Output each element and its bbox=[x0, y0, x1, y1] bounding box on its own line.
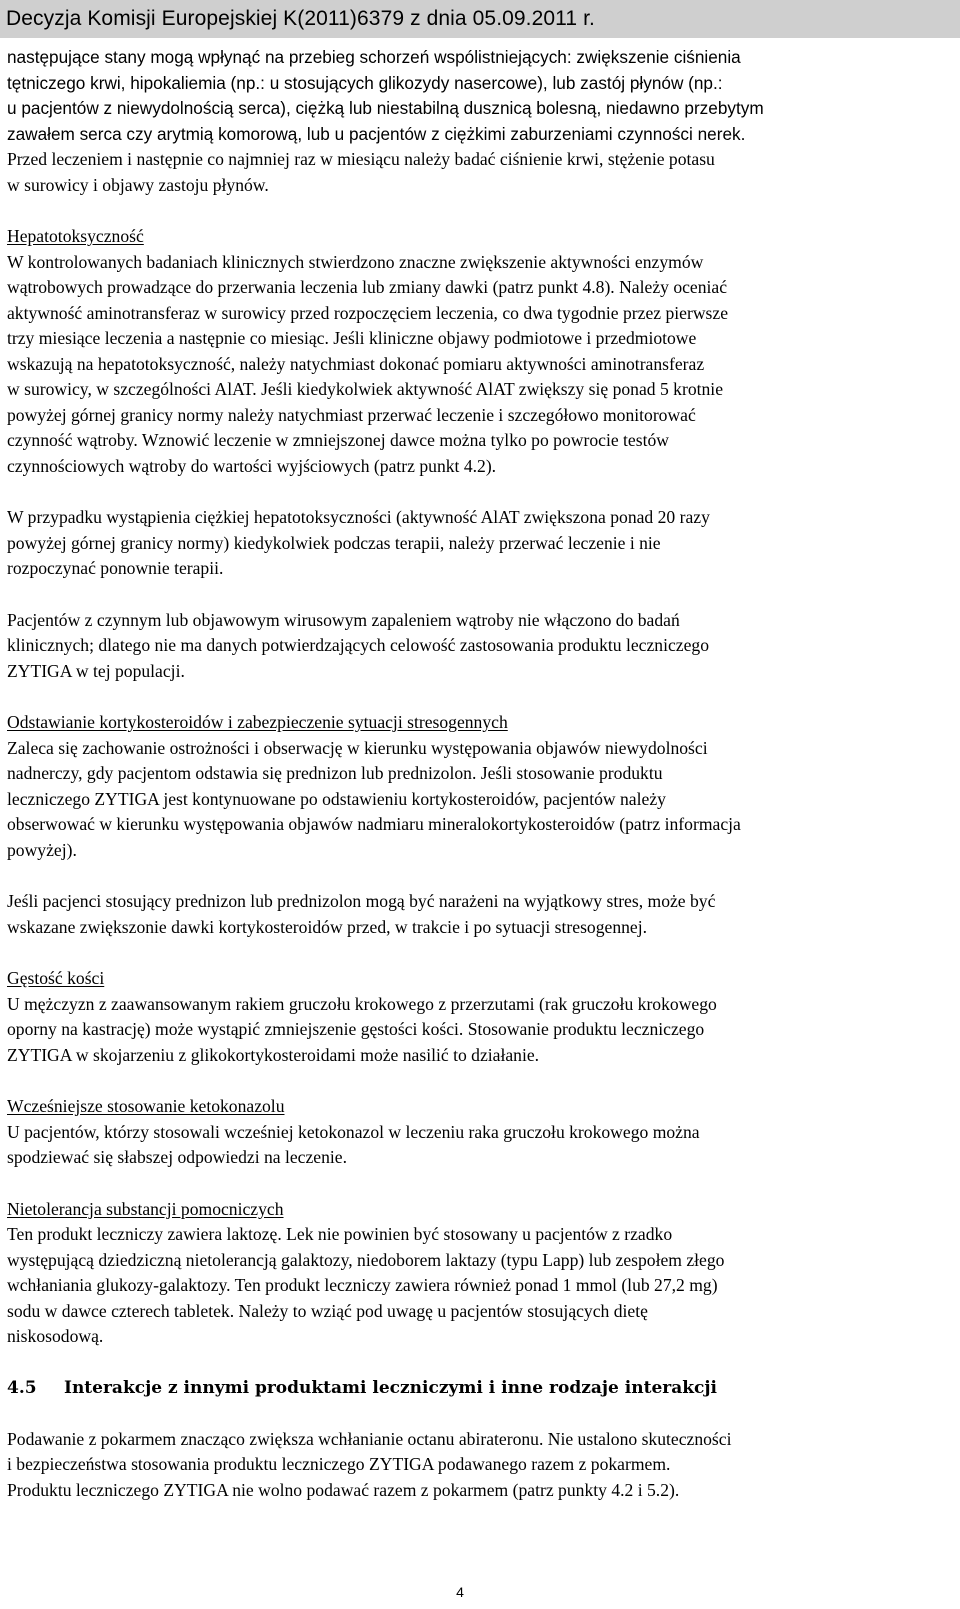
text-line: oporny na kastrację) może wystąpić zmniejszenie gęstości kości. Stosowanie produktu leczniczego bbox=[7, 1019, 705, 1039]
intro-paragraph bbox=[7, 45, 942, 198]
text-line: wchłaniania glukozy-galaktozy. Ten produkt leczniczy zawiera również ponad 1 mmol (lub 27,2 mg) bbox=[7, 1275, 718, 1295]
text-line: wątrobowych prowadzące do przerwania leczenia lub zmiany dawki (patrz punkt 4.8). Należy oceniać bbox=[7, 277, 728, 297]
text-line: i bezpieczeństwa stosowania produktu leczniczego ZYTIGA podawanego razem z pokarmem. bbox=[7, 1454, 671, 1474]
document-header bbox=[0, 0, 960, 38]
text-line: Pacjentów z czynnym lub objawowym wirusowym zapaleniem wątroby nie włączono do badań bbox=[7, 609, 680, 630]
text-line: w surowicy, w szczególności AlAT. Jeśli kiedykolwiek aktywność AlAT zwiększy się ponad 5 krotnie bbox=[7, 379, 723, 399]
text-line: wskazują na hepatotoksyczność, należy natychmiast dokonać pomiaru aktywności aminotransferaz bbox=[7, 353, 705, 374]
corticosteroids-section bbox=[7, 710, 942, 863]
excipients-section bbox=[7, 1197, 942, 1350]
text-line: czynnościowych wątroby do wartości wyjściowych (patrz punkt 4.2). bbox=[7, 455, 497, 476]
text-line: czynność wątroby. Wznowić leczenie w zmniejszonej dawce można tylko po powrocie testów bbox=[7, 430, 669, 450]
text-line: ZYTIGA w skojarzeniu z glikokortykosteroidami może nasilić to działanie. bbox=[7, 1044, 540, 1065]
text-line: Produktu leczniczego ZYTIGA nie wolno podawać razem z pokarmem (patrz punkty 4.2 i 5.2). bbox=[7, 1479, 680, 1500]
text-line: niskosodową. bbox=[7, 1326, 104, 1346]
section-heading-hepatotoxicity: Hepatotoksyczność bbox=[7, 226, 144, 246]
text-line: u pacjentów z niewydolnością serca), ciężką lub niestabilną dusznicą bolesną, niedawno przebytym bbox=[7, 98, 764, 118]
text-line: wskazane zwiększonie dawki kortykosteroidów przed, w trakcie i po sytuacji stresogennej. bbox=[7, 916, 648, 937]
hepatotoxicity-section bbox=[7, 224, 942, 479]
text-line: rozpoczynać ponownie terapii. bbox=[7, 558, 224, 578]
text-line: Jeśli pacjenci stosujący prednizon lub prednizolon mogą być narażeni na wyjątkowy stres, może być bbox=[7, 891, 716, 911]
section-heading-bone-density: Gęstość kości bbox=[7, 968, 105, 988]
text-line: sodu w dawce czterech tabletek. Należy to wziąć pod uwagę u pacjentów stosujących dietę bbox=[7, 1300, 648, 1321]
page-number: 4 bbox=[456, 1584, 464, 1600]
text-line: tętniczego krwi, hipokaliemia (np.: u stosujących glikozydy nasercowe), lub zastój płynów (np.: bbox=[7, 72, 723, 93]
text-line: obserwować w kierunku występowania objawów nadmiaru mineralokortykosteroidów (patrz informacja bbox=[7, 814, 741, 834]
interactions-paragraph bbox=[7, 1427, 942, 1504]
bone-density-section bbox=[7, 966, 942, 1068]
text-line: Podawanie z pokarmem znacząco zwiększa wchłanianie octanu abirateronu. Nie ustalono skuteczności bbox=[7, 1428, 732, 1449]
stress-paragraph bbox=[7, 889, 942, 940]
text-line: U pacjentów, którzy stosowali wcześniej ketokonazol w leczeniu raka gruczołu krokowego można bbox=[7, 1121, 700, 1142]
section-heading-excipients: Nietolerancja substancji pomocniczych bbox=[7, 1198, 284, 1219]
text-line: aktywność aminotransferaz w surowicy przed rozpoczęciem leczenia, co dwa tygodnie przez pierwsze bbox=[7, 302, 729, 323]
severe-hepatotoxicity-paragraph bbox=[7, 505, 942, 582]
text-line: Zaleca się zachowanie ostrożności i obserwację w kierunku występowania objawów niewydolności bbox=[7, 737, 708, 758]
text-line: następujące stany mogą wpłynąć na przebieg schorzeń wspólistniejących: zwiększenie ciśnienia bbox=[7, 47, 741, 67]
text-line: W kontrolowanych badaniach klinicznych stwierdzono znaczne zwiększenie aktywności enzymów bbox=[7, 251, 704, 272]
section-heading-ketoconazole: Wcześniejsze stosowanie ketokonazolu bbox=[7, 1096, 285, 1116]
header-title: Decyzja Komisji Europejskiej K(2011)6379 z dnia 05.09.2011 r. bbox=[6, 7, 595, 30]
text-line: powyżej). bbox=[7, 839, 77, 860]
text-line: spodziewać się słabszej odpowiedzi na leczenie. bbox=[7, 1147, 348, 1167]
text-line: trzy miesiące leczenia a następnie co miesiąc. Jeśli kliniczne objawy podmiotowe i przedmiotowe bbox=[7, 328, 697, 348]
text-line: W przypadku wystąpienia ciężkiej hepatotoksyczności (aktywność AlAT zwiększona ponad 20 razy bbox=[7, 507, 710, 527]
text-line: powyżej górnej granicy normy należy natychmiast przerwać leczenie i szczegółowo monitorować bbox=[7, 404, 696, 425]
text-line: klinicznych; dlatego nie ma danych potwierdzających celowość zastosowania produktu leczniczego bbox=[7, 635, 710, 655]
text-line: ZYTIGA w tej populacji. bbox=[7, 660, 185, 681]
text-line: powyżej górnej granicy normy) kiedykolwiek podczas terapii, należy przerwać leczenie i nie bbox=[7, 532, 661, 553]
text-line: w surowicy i objawy zastoju płynów. bbox=[7, 174, 269, 195]
ketoconazole-section bbox=[7, 1094, 942, 1171]
section-number: 4.5 bbox=[7, 1377, 37, 1398]
text-line: zawałem serca czy arytmią komorową, lub u pacjentów z ciężkimi zaburzeniami czynności nerek. bbox=[7, 123, 746, 144]
text-line: U mężczyzn z zaawansowanym rakiem gruczołu krokowego z przerzutami (rak gruczołu krokowego bbox=[7, 993, 717, 1014]
text-line: występującą dziedziczną nietolerancją galaktozy, niedoborem laktazy (typu Lapp) lub zespołem złego bbox=[7, 1249, 725, 1270]
text-line: Ten produkt leczniczy zawiera laktozę. Lek nie powinien być stosowany u pacjentów z rzadko bbox=[7, 1224, 673, 1244]
section-title-text: Interakcje z innymi produktami leczniczymi i inne rodzaje interakcji bbox=[64, 1377, 717, 1398]
section-heading-corticosteroids: Odstawianie kortykosteroidów i zabezpieczenie sytuacji stresogennych bbox=[7, 712, 508, 732]
text-line: Przed leczeniem i następnie co najmniej raz w miesiącu należy badać ciśnienie krwi, stężenie potasu bbox=[7, 149, 715, 169]
hepatitis-paragraph bbox=[7, 608, 942, 685]
document-body bbox=[7, 45, 942, 1503]
text-line: leczniczego ZYTIGA jest kontynuowane po odstawieniu kortykosteroidów, pacjentów należy bbox=[7, 788, 666, 809]
section-title-4-5 bbox=[7, 1376, 942, 1401]
text-line: nadnerczy, gdy pacjentom odstawia się prednizon lub prednizolon. Jeśli stosowanie produktu bbox=[7, 763, 663, 783]
